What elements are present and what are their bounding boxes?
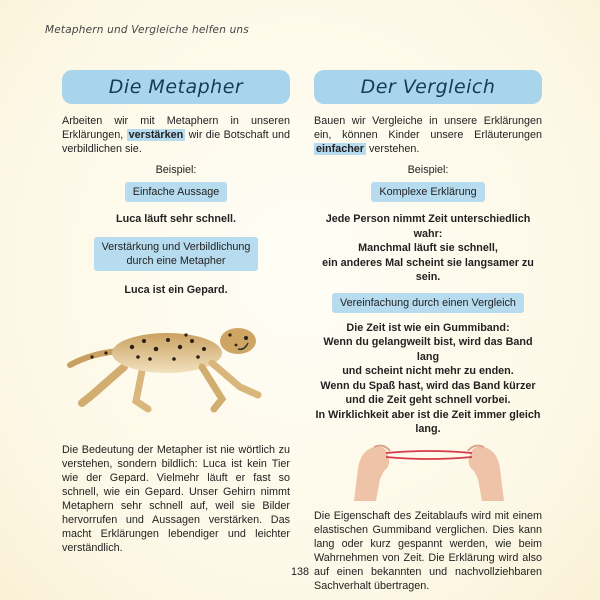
comparison-line: und scheint nicht mehr zu enden. <box>342 365 514 377</box>
example-label: Beispiel: <box>155 164 197 176</box>
example-sentence-1: Luca läuft sehr schnell. <box>116 213 236 225</box>
complex-line: Jede Person nimmt Zeit unterschiedlich wahr: <box>325 213 531 240</box>
comparison-text <box>314 321 542 437</box>
complex-line: Manchmal läuft sie schnell, <box>358 242 498 254</box>
intro-text-a: Bauen wir Vergleiche in unsere Erklärungen ein, können Kinder unsere Erläuterungen <box>314 115 542 141</box>
complex-explanation <box>314 212 542 285</box>
intro-text-a: Arbeiten wir mit Metaphern in unseren Erklärungen, <box>62 115 290 141</box>
outro-paragraph: Die Bedeutung der Metapher ist nie wörtlich zu verstehen, sondern bildlich: Luca ist kein Tier wie der Gepard. Vielmehr läuft er fast so schnell, wie ein Gepard. Unser Gehirn nimmt Metaphern sehr schnell auf, weil sie Bilder hervorrufen und Aussagen verstärken. Das macht Erklärungen lebendiger und leichter verständlich. <box>62 444 290 554</box>
outro-paragraph: Die Eigenschaft des Zeitablaufs wird mit einem elastischen Gummiband verglichen. Dies kann lang oder kurz gespannt werden, wie beim Wahrnehmen von Zeit. Die Erklärung wird also auf einen bekannten und nachvollziehbaren Sachverhalt übertragen. <box>314 509 542 592</box>
complex-line: ein anderes Mal scheint sie langsamer zu sein. <box>322 256 534 283</box>
intro-text-b: verstehen. <box>369 143 420 155</box>
column-metapher <box>62 70 290 555</box>
page-number: 138 <box>290 566 309 578</box>
section-title-vergleich: Der Vergleich <box>314 70 542 104</box>
comparison-line: lang. <box>415 423 441 435</box>
highlight-word: verstärken <box>128 129 184 141</box>
pill-comparison: Vereinfachung durch einen Vergleich <box>332 293 524 313</box>
pill-simple-statement: Einfache Aussage <box>125 182 227 202</box>
column-vergleich <box>314 70 542 593</box>
comparison-line: und die Zeit geht schnell vorbei. <box>345 394 511 406</box>
example-label: Beispiel: <box>407 164 449 176</box>
pill-line-1: Verstärkung und Verbildlichung <box>101 240 251 253</box>
comparison-line: Wenn du gelangweilt bist, wird das Band lang <box>323 336 533 363</box>
section-title-metapher: Die Metapher <box>62 70 290 104</box>
pill-metaphor-enhancement <box>94 237 259 271</box>
example-sentence-2: Luca ist ein Gepard. <box>124 283 228 296</box>
intro-paragraph <box>314 114 542 156</box>
rubber-band-hands-image <box>314 439 542 501</box>
intro-text-b: wir die Botschaft und verbildlichen sie. <box>62 129 291 155</box>
running-header: Metaphern und Vergleiche helfen uns <box>45 24 249 36</box>
comparison-line: Die Zeit ist wie ein Gummiband: <box>346 321 510 334</box>
intro-paragraph <box>62 114 290 156</box>
pill-line-2: durch eine Metapher <box>126 254 226 267</box>
cheetah-image <box>62 305 290 415</box>
highlight-word: einfacher <box>316 143 365 155</box>
pill-complex-explanation: Komplexe Erklärung <box>371 182 484 202</box>
comparison-line: Wenn du Spaß hast, wird das Band kürzer <box>320 379 536 392</box>
comparison-line: In Wirklichkeit aber ist die Zeit immer gleich <box>315 408 541 421</box>
